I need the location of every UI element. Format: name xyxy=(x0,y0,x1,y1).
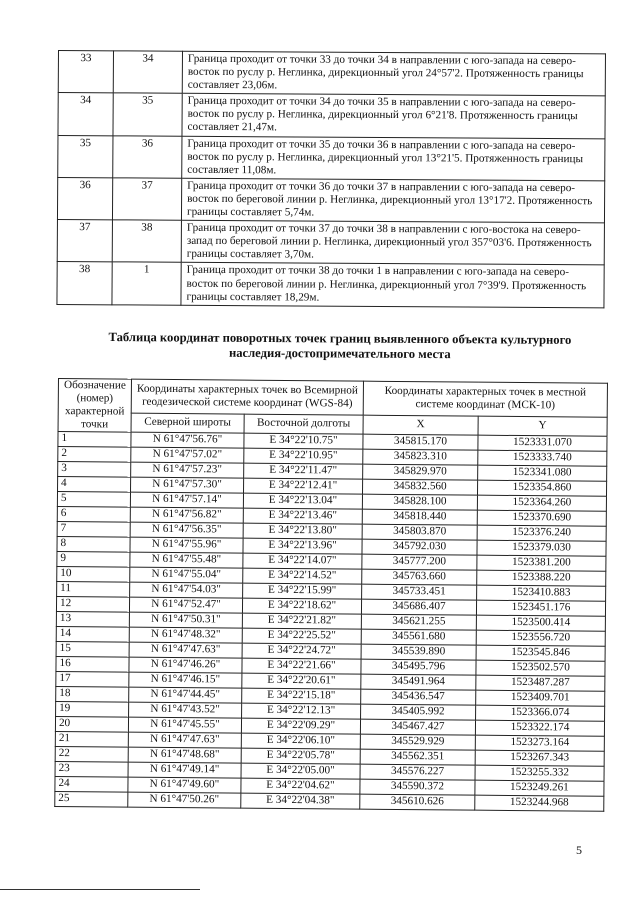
header-y: Y xyxy=(478,416,607,436)
y-coordinate-cell: 1523487.287 xyxy=(476,675,605,691)
header-wgs84: Координаты характерных точек во Всемирной геодезической системе координат (WGS-84) xyxy=(131,379,363,415)
x-coordinate-cell: 345763.660 xyxy=(362,569,477,585)
point-number: 25 xyxy=(55,791,128,807)
description-row xyxy=(58,93,605,139)
coordinates-table-header xyxy=(58,379,607,436)
point-number: 13 xyxy=(56,611,129,627)
y-coordinate-cell: 1523545.846 xyxy=(476,645,605,661)
x-coordinate-cell: 345792.030 xyxy=(362,539,477,555)
y-coordinate-cell: 1523556.720 xyxy=(476,630,605,646)
point-number: 23 xyxy=(55,761,128,777)
point-from: 34 xyxy=(58,93,113,136)
point-number: 16 xyxy=(56,656,129,672)
latitude-cell: N 61°47'56.76" xyxy=(131,432,244,448)
point-number: 7 xyxy=(57,521,130,537)
x-coordinate-cell: 345621.255 xyxy=(361,614,476,630)
y-coordinate-cell: 1523388.220 xyxy=(477,570,606,586)
description-row xyxy=(57,262,604,308)
point-from: 36 xyxy=(57,177,112,220)
latitude-cell: N 61°47'57.23" xyxy=(131,462,244,478)
y-coordinate-cell: 1523333.740 xyxy=(478,450,607,466)
longitude-cell: E 34°22'13.80" xyxy=(243,523,362,539)
point-number: 11 xyxy=(57,581,130,597)
boundary-text: Граница проходит от точки 38 до точки 1 в направлении с юго-запада на северо-восток по береговой линии р. Неглинка, дирекционный угол 7°39'9. Протяженность границы составляет 18,29м. xyxy=(181,263,604,308)
latitude-cell: N 61°47'57.30" xyxy=(131,477,244,493)
boundary-text: Граница проходит от точки 35 до точки 36 в направлении с юго-запада на северо-восток по руслу р. Неглинка, дирекционный угол 13°21'5. Протяженность границы составляет 11,08м. xyxy=(182,136,605,181)
point-number: 21 xyxy=(55,731,128,747)
boundary-text: Граница проходит от точки 36 до точки 37 в направлении с юго-запада на северо-восток по береговой линии р. Неглинка, дирекционный угол 13°17'2. Протяженность границы составляет 5,74м. xyxy=(181,178,604,223)
boundary-description-body xyxy=(57,51,606,308)
x-coordinate-cell: 345610.626 xyxy=(360,794,475,810)
x-coordinate-cell: 345686.407 xyxy=(361,599,476,615)
latitude-cell: N 61°47'44.45" xyxy=(129,687,242,703)
point-number: 1 xyxy=(58,431,131,447)
latitude-cell: N 61°47'55.48" xyxy=(130,552,243,568)
point-number: 9 xyxy=(57,551,130,567)
longitude-cell: E 34°22'15.99" xyxy=(243,583,362,599)
y-coordinate-cell: 1523366.074 xyxy=(476,705,605,721)
boundary-text: Граница проходит от точки 33 до точки 34 в направлении с юго-запада на северо-восток по руслу р. Неглинка, дирекционный угол 24°57'2. Протяженность границы составляет 23,06м. xyxy=(182,51,605,96)
latitude-cell: N 61°47'46.15" xyxy=(129,672,242,688)
latitude-cell: N 61°47'45.55" xyxy=(128,717,241,733)
x-coordinate-cell: 345576.227 xyxy=(360,764,475,780)
longitude-cell: E 34°22'15.18" xyxy=(242,688,361,704)
description-row xyxy=(58,135,605,181)
header-x: X xyxy=(363,415,478,435)
longitude-cell: E 34°22'13.04" xyxy=(243,493,362,509)
point-number: 15 xyxy=(56,641,129,657)
longitude-cell: E 34°22'05.78" xyxy=(241,748,360,764)
header-local-msk10: Координаты характерных точек в местной системе координат (МСК-10) xyxy=(363,381,607,417)
point-number: 24 xyxy=(55,776,128,792)
x-coordinate-cell: 345823.310 xyxy=(363,449,478,465)
longitude-cell: E 34°22'13.96" xyxy=(243,538,362,554)
x-coordinate-cell: 345777.200 xyxy=(362,554,477,570)
coordinates-table-title: Таблица координат поворотных точек границ выявленного объекта культурного наследия-достопримечательного места xyxy=(108,330,572,362)
point-to: 38 xyxy=(112,220,181,263)
x-coordinate-cell: 345815.170 xyxy=(363,434,478,450)
y-coordinate-cell: 1523249.261 xyxy=(475,780,604,796)
latitude-cell: N 61°47'47.63" xyxy=(129,642,242,658)
y-coordinate-cell: 1523500.414 xyxy=(476,615,605,631)
y-coordinate-cell: 1523379.030 xyxy=(477,540,606,556)
point-number: 18 xyxy=(56,686,129,702)
point-to: 36 xyxy=(113,135,182,178)
page-number: 5 xyxy=(576,843,582,857)
description-row xyxy=(58,51,605,97)
y-coordinate-cell: 1523244.968 xyxy=(475,795,604,811)
x-coordinate-cell: 345832.560 xyxy=(363,479,478,495)
boundary-description-table xyxy=(56,50,606,308)
boundary-text: Граница проходит от точки 34 до точки 35 в направлении с юго-запада на северо-восток по руслу р. Неглинка, дирекционный угол 6°21'8. Протяженность границы составляет 21,47м. xyxy=(182,94,605,139)
point-number: 8 xyxy=(57,536,130,552)
y-coordinate-cell: 1523341.080 xyxy=(478,465,607,481)
latitude-cell: N 61°47'46.26" xyxy=(129,657,242,673)
longitude-cell: E 34°22'13.46" xyxy=(243,508,362,524)
point-number: 2 xyxy=(58,446,131,462)
longitude-cell: E 34°22'21.82" xyxy=(242,613,361,629)
point-to: 34 xyxy=(113,51,182,94)
longitude-cell: E 34°22'05.00" xyxy=(241,763,360,779)
point-to: 37 xyxy=(112,178,181,221)
longitude-cell: E 34°22'20.61" xyxy=(242,673,361,689)
point-from: 35 xyxy=(58,135,113,178)
y-coordinate-cell: 1523409.701 xyxy=(476,690,605,706)
latitude-cell: N 61°47'55.96" xyxy=(130,537,243,553)
point-number: 4 xyxy=(58,476,131,492)
point-number: 10 xyxy=(57,566,130,582)
latitude-cell: N 61°47'57.02" xyxy=(131,447,244,463)
x-coordinate-cell: 345561.680 xyxy=(361,629,476,645)
point-to: 1 xyxy=(112,262,181,305)
latitude-cell: N 61°47'49.14" xyxy=(128,762,241,778)
latitude-cell: N 61°47'43.52" xyxy=(129,702,242,718)
latitude-cell: N 61°47'54.03" xyxy=(130,582,243,598)
point-from: 38 xyxy=(57,262,112,305)
point-number: 12 xyxy=(56,596,129,612)
y-coordinate-cell: 1523255.332 xyxy=(475,765,604,781)
latitude-cell: N 61°47'47.63" xyxy=(128,732,241,748)
longitude-cell: E 34°22'12.13" xyxy=(242,703,361,719)
longitude-cell: E 34°22'10.95" xyxy=(244,448,363,464)
x-coordinate-cell: 345562.351 xyxy=(360,749,475,765)
longitude-cell: E 34°22'10.75" xyxy=(244,433,363,449)
point-number: 19 xyxy=(56,701,129,717)
x-coordinate-cell: 345818.440 xyxy=(362,509,477,525)
description-row xyxy=(57,220,604,266)
x-coordinate-cell: 345590.372 xyxy=(360,779,475,795)
x-coordinate-cell: 345405.992 xyxy=(361,704,476,720)
coordinates-table-body xyxy=(55,431,607,811)
x-coordinate-cell: 345803.870 xyxy=(362,524,477,540)
latitude-cell: N 61°47'49.60" xyxy=(128,777,241,793)
longitude-cell: E 34°22'25.52" xyxy=(242,628,361,644)
header-latitude: Северной широты xyxy=(131,413,244,433)
latitude-cell: N 61°47'52.47" xyxy=(129,597,242,613)
longitude-cell: E 34°22'24.72" xyxy=(242,643,361,659)
point-number: 20 xyxy=(55,716,128,732)
y-coordinate-cell: 1523410.883 xyxy=(477,585,606,601)
longitude-cell: E 34°22'12.41" xyxy=(244,478,363,494)
y-coordinate-cell: 1523502.570 xyxy=(476,660,605,676)
x-coordinate-cell: 345436.547 xyxy=(361,689,476,705)
boundary-text: Граница проходит от точки 37 до точки 38 в направлении с юго-востока на северо-запад по береговой линии р. Неглинка, дирекционный угол 357°03'6. Протяженность границы составляет 3,70м. xyxy=(181,220,604,265)
header-longitude: Восточной долготы xyxy=(244,414,363,434)
x-coordinate-cell: 345733.451 xyxy=(362,584,477,600)
latitude-cell: N 61°47'50.31" xyxy=(129,612,242,628)
y-coordinate-cell: 1523273.164 xyxy=(475,735,604,751)
point-from: 37 xyxy=(57,220,112,263)
y-coordinate-cell: 1523267.343 xyxy=(475,750,604,766)
description-row xyxy=(57,177,604,223)
y-coordinate-cell: 1523451.176 xyxy=(476,600,605,616)
latitude-cell: N 61°47'55.04" xyxy=(130,567,243,583)
point-number: 5 xyxy=(57,491,130,507)
longitude-cell: E 34°22'09.29" xyxy=(241,718,360,734)
x-coordinate-cell: 345529.929 xyxy=(360,734,475,750)
latitude-cell: N 61°47'48.68" xyxy=(128,747,241,763)
y-coordinate-cell: 1523354.860 xyxy=(477,480,606,496)
longitude-cell: E 34°22'14.07" xyxy=(243,553,362,569)
x-coordinate-cell: 345495.796 xyxy=(361,659,476,675)
longitude-cell: E 34°22'11.47" xyxy=(244,463,363,479)
longitude-cell: E 34°22'18.62" xyxy=(242,598,361,614)
latitude-cell: N 61°47'48.32" xyxy=(129,627,242,643)
y-coordinate-cell: 1523322.174 xyxy=(475,720,604,736)
point-to: 35 xyxy=(113,93,182,136)
longitude-cell: E 34°22'06.10" xyxy=(241,733,360,749)
latitude-cell: N 61°47'50.26" xyxy=(128,792,241,808)
x-coordinate-cell: 345467.427 xyxy=(360,719,475,735)
point-number: 22 xyxy=(55,746,128,762)
point-number: 17 xyxy=(56,671,129,687)
x-coordinate-cell: 345829.970 xyxy=(363,464,478,480)
footnote-divider xyxy=(0,889,200,890)
longitude-cell: E 34°22'21.66" xyxy=(242,658,361,674)
header-row xyxy=(58,379,607,417)
y-coordinate-cell: 1523364.260 xyxy=(477,495,606,511)
longitude-cell: E 34°22'14.52" xyxy=(243,568,362,584)
longitude-cell: E 34°22'04.38" xyxy=(241,793,360,809)
latitude-cell: N 61°47'56.82" xyxy=(130,507,243,523)
point-number: 6 xyxy=(57,506,130,522)
point-number: 14 xyxy=(56,626,129,642)
longitude-cell: E 34°22'04.62" xyxy=(241,778,360,794)
y-coordinate-cell: 1523376.240 xyxy=(477,525,606,541)
latitude-cell: N 61°47'57.14" xyxy=(130,492,243,508)
header-point-number: Обозначение (номер) характерной точки xyxy=(58,379,131,432)
point-from: 33 xyxy=(58,51,113,94)
y-coordinate-cell: 1523370.690 xyxy=(477,510,606,526)
x-coordinate-cell: 345539.890 xyxy=(361,644,476,660)
point-number: 3 xyxy=(58,461,131,477)
latitude-cell: N 61°47'56.35" xyxy=(130,522,243,538)
x-coordinate-cell: 345828.100 xyxy=(362,494,477,510)
y-coordinate-cell: 1523331.070 xyxy=(478,435,607,451)
x-coordinate-cell: 345491.964 xyxy=(361,674,476,690)
y-coordinate-cell: 1523381.200 xyxy=(477,555,606,571)
coordinates-table xyxy=(54,378,608,811)
